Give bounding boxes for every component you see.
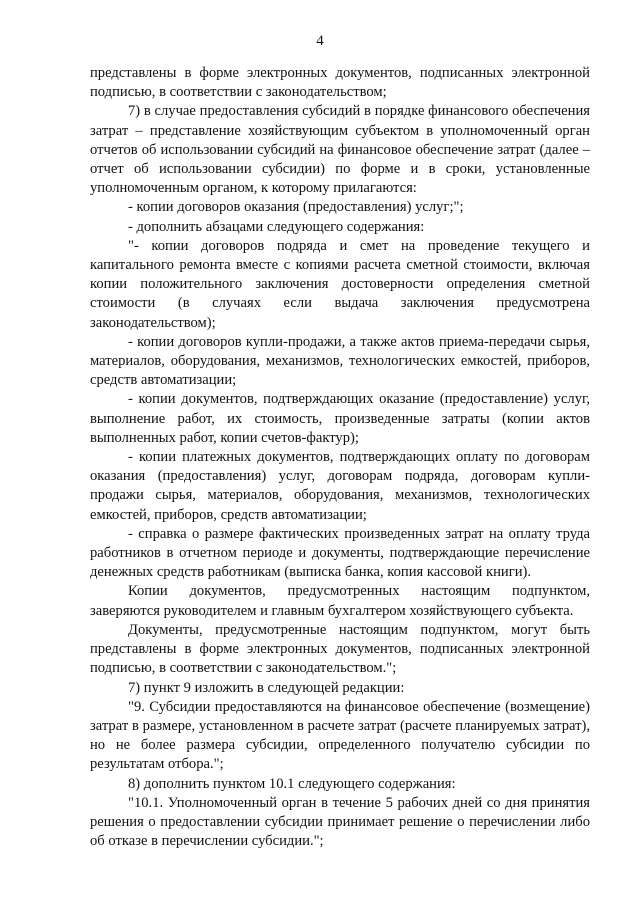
paragraph-electronic-documents: Документы, предусмотренные настоящим подпунктом, могут быть представлены в форме электронных документов, подписанных электронной подписью, в соответствии с законодательством."; xyxy=(90,621,590,677)
paragraph-point-10-1-text: "10.1. Уполномоченный орган в течение 5 рабочих дней со дня принятия решения о предоставлении субсидии принимает решение о перечислении либо об отказе в перечислении субсидии."; xyxy=(90,794,590,850)
page-number: 4 xyxy=(316,33,324,49)
paragraph-item-8: 8) дополнить пунктом 10.1 следующего содержания: xyxy=(128,775,456,792)
paragraph-point-9-text: "9. Субсидии предоставляются на финансовое обеспечение (возмещение) затрат в размере, установленном в расчете затрат (расчете планируемых затрат), но не более размера субсидии, определенного получателю субсидии по результатам отбора."; xyxy=(90,698,590,773)
paragraph-documents-services: - копии документов, подтверждающих оказание (предоставление) услуг, выполнение работ, их стоимость, произведенные затраты (копии актов выполненных работ, копии счетов-фактур); xyxy=(90,391,590,446)
paragraph-certification: Копии документов, предусмотренных настоящим подпунктом, заверяются руководителем и главным бухгалтером хозяйствующего субъекта. xyxy=(90,583,590,619)
paragraph-item-7-point-9: 7) пункт 9 изложить в следующей редакции: xyxy=(128,679,405,696)
paragraph-payment-documents: - копии платежных документов, подтверждающих оплату по договорам оказания (предоставления) услуг, договорам подряда, договорам купли-продажи сырья, материалов, оборудования, механизмов, технологических емкостей, приборов, средств автоматизации; xyxy=(90,449,590,523)
paragraph-labor-costs: - справка о размере фактических произведенных затрат на оплату труда работников в отчетном периоде и документы, подтверждающие перечисление денежных средств работникам (выписка банка, копия кассовой книги). xyxy=(90,525,590,581)
document-body xyxy=(90,64,590,851)
paragraph-contracts-repair: "- копии договоров подряда и смет на проведение текущего и капитального ремонта вместе с копиями расчета сметной стоимости, включая копии положительного заключения достоверности определения сметной стоимости (в случаях если выдача заключения предусмотрена законодательством); xyxy=(90,237,590,331)
paragraph-contracts-purchase: - копии договоров купли-продажи, а также актов приема-передачи сырья, материалов, оборудования, механизмов, технологических емкостей, приборов, средств автоматизации; xyxy=(90,333,590,389)
paragraph-add-clauses: - дополнить абзацами следующего содержания: xyxy=(128,218,425,235)
paragraph-continuation: представлены в форме электронных документов, подписанных электронной подписью, в соответствии с законодательством; xyxy=(90,65,590,101)
paragraph-item-7-reporting: 7) в случае предоставления субсидий в порядке финансового обеспечения затрат – представление хозяйствующим субъектом в уполномоченный орган отчетов об использовании субсидий на финансовое обеспечение затрат (далее – отчет об использовании субсидии) по форме и в сроки, установленные уполномоченным органом, к которому прилагаются: xyxy=(90,103,590,197)
paragraph-contracts-services: - копии договоров оказания (предоставления) услуг;"; xyxy=(128,199,464,216)
